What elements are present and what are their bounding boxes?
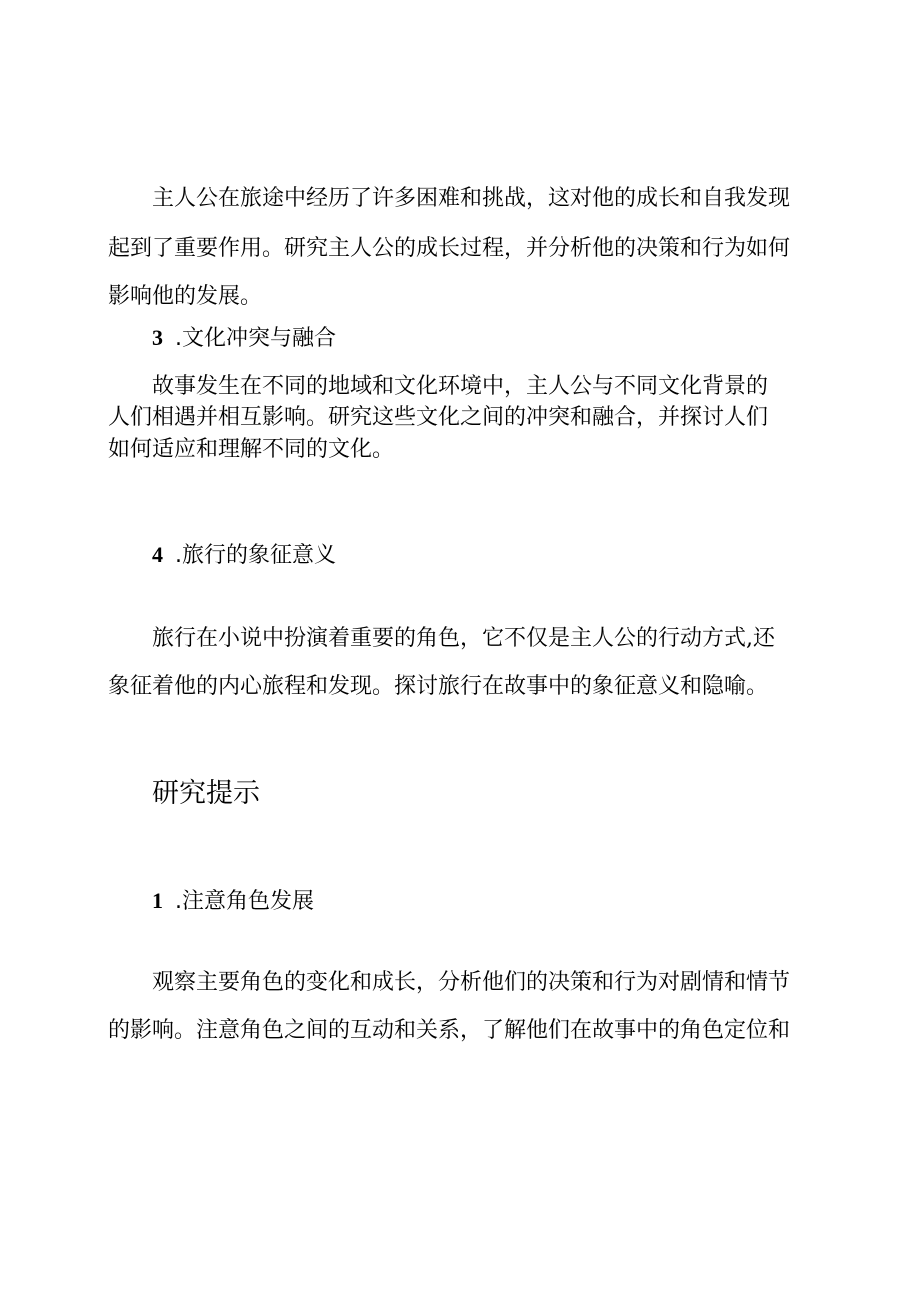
paragraph-culture-line-1: 故事发生在不同的地域和文化环境中，主人公与不同文化背景的 xyxy=(152,374,769,399)
heading-text: .注意角色发展 xyxy=(175,889,314,914)
section-title: 研究提示 xyxy=(152,778,260,809)
paragraph-growth-line-3: 影响他的发展。 xyxy=(108,284,263,309)
paragraph-travel-line-2: 象征着他的内心旅程和发现。探讨旅行在故事中的象征意义和隐喻。 xyxy=(108,674,769,699)
heading-character xyxy=(152,888,314,915)
heading-text: .旅行的象征意义 xyxy=(175,543,336,568)
heading-number: 3 xyxy=(152,325,163,350)
paragraph-character-line-1: 观察主要角色的变化和成长，分析他们的决策和行为对剧情和情节 xyxy=(152,970,791,995)
paragraph-character-line-2: 的影响。注意角色之间的互动和关系，了解他们在故事中的角色定位和 xyxy=(108,1018,791,1043)
heading-culture xyxy=(152,325,336,352)
paragraph-culture-line-3: 如何适应和理解不同的文化。 xyxy=(108,437,395,462)
paragraph-culture-line-2: 人们相遇并相互影响。研究这些文化之间的冲突和融合，并探讨人们 xyxy=(108,405,769,430)
heading-number: 1 xyxy=(152,888,163,913)
paragraph-growth-line-2: 起到了重要作用。研究主人公的成长过程，并分析他的决策和行为如何 xyxy=(108,236,791,261)
heading-travel xyxy=(152,542,336,569)
heading-number: 4 xyxy=(152,542,163,567)
heading-text: .文化冲突与融合 xyxy=(175,326,336,351)
paragraph-growth-line-1: 主人公在旅途中经历了许多困难和挑战，这对他的成长和自我发现 xyxy=(152,186,791,211)
paragraph-travel-line-1: 旅行在小说中扮演着重要的角色，它不仅是主人公的行动方式,还 xyxy=(152,626,775,651)
